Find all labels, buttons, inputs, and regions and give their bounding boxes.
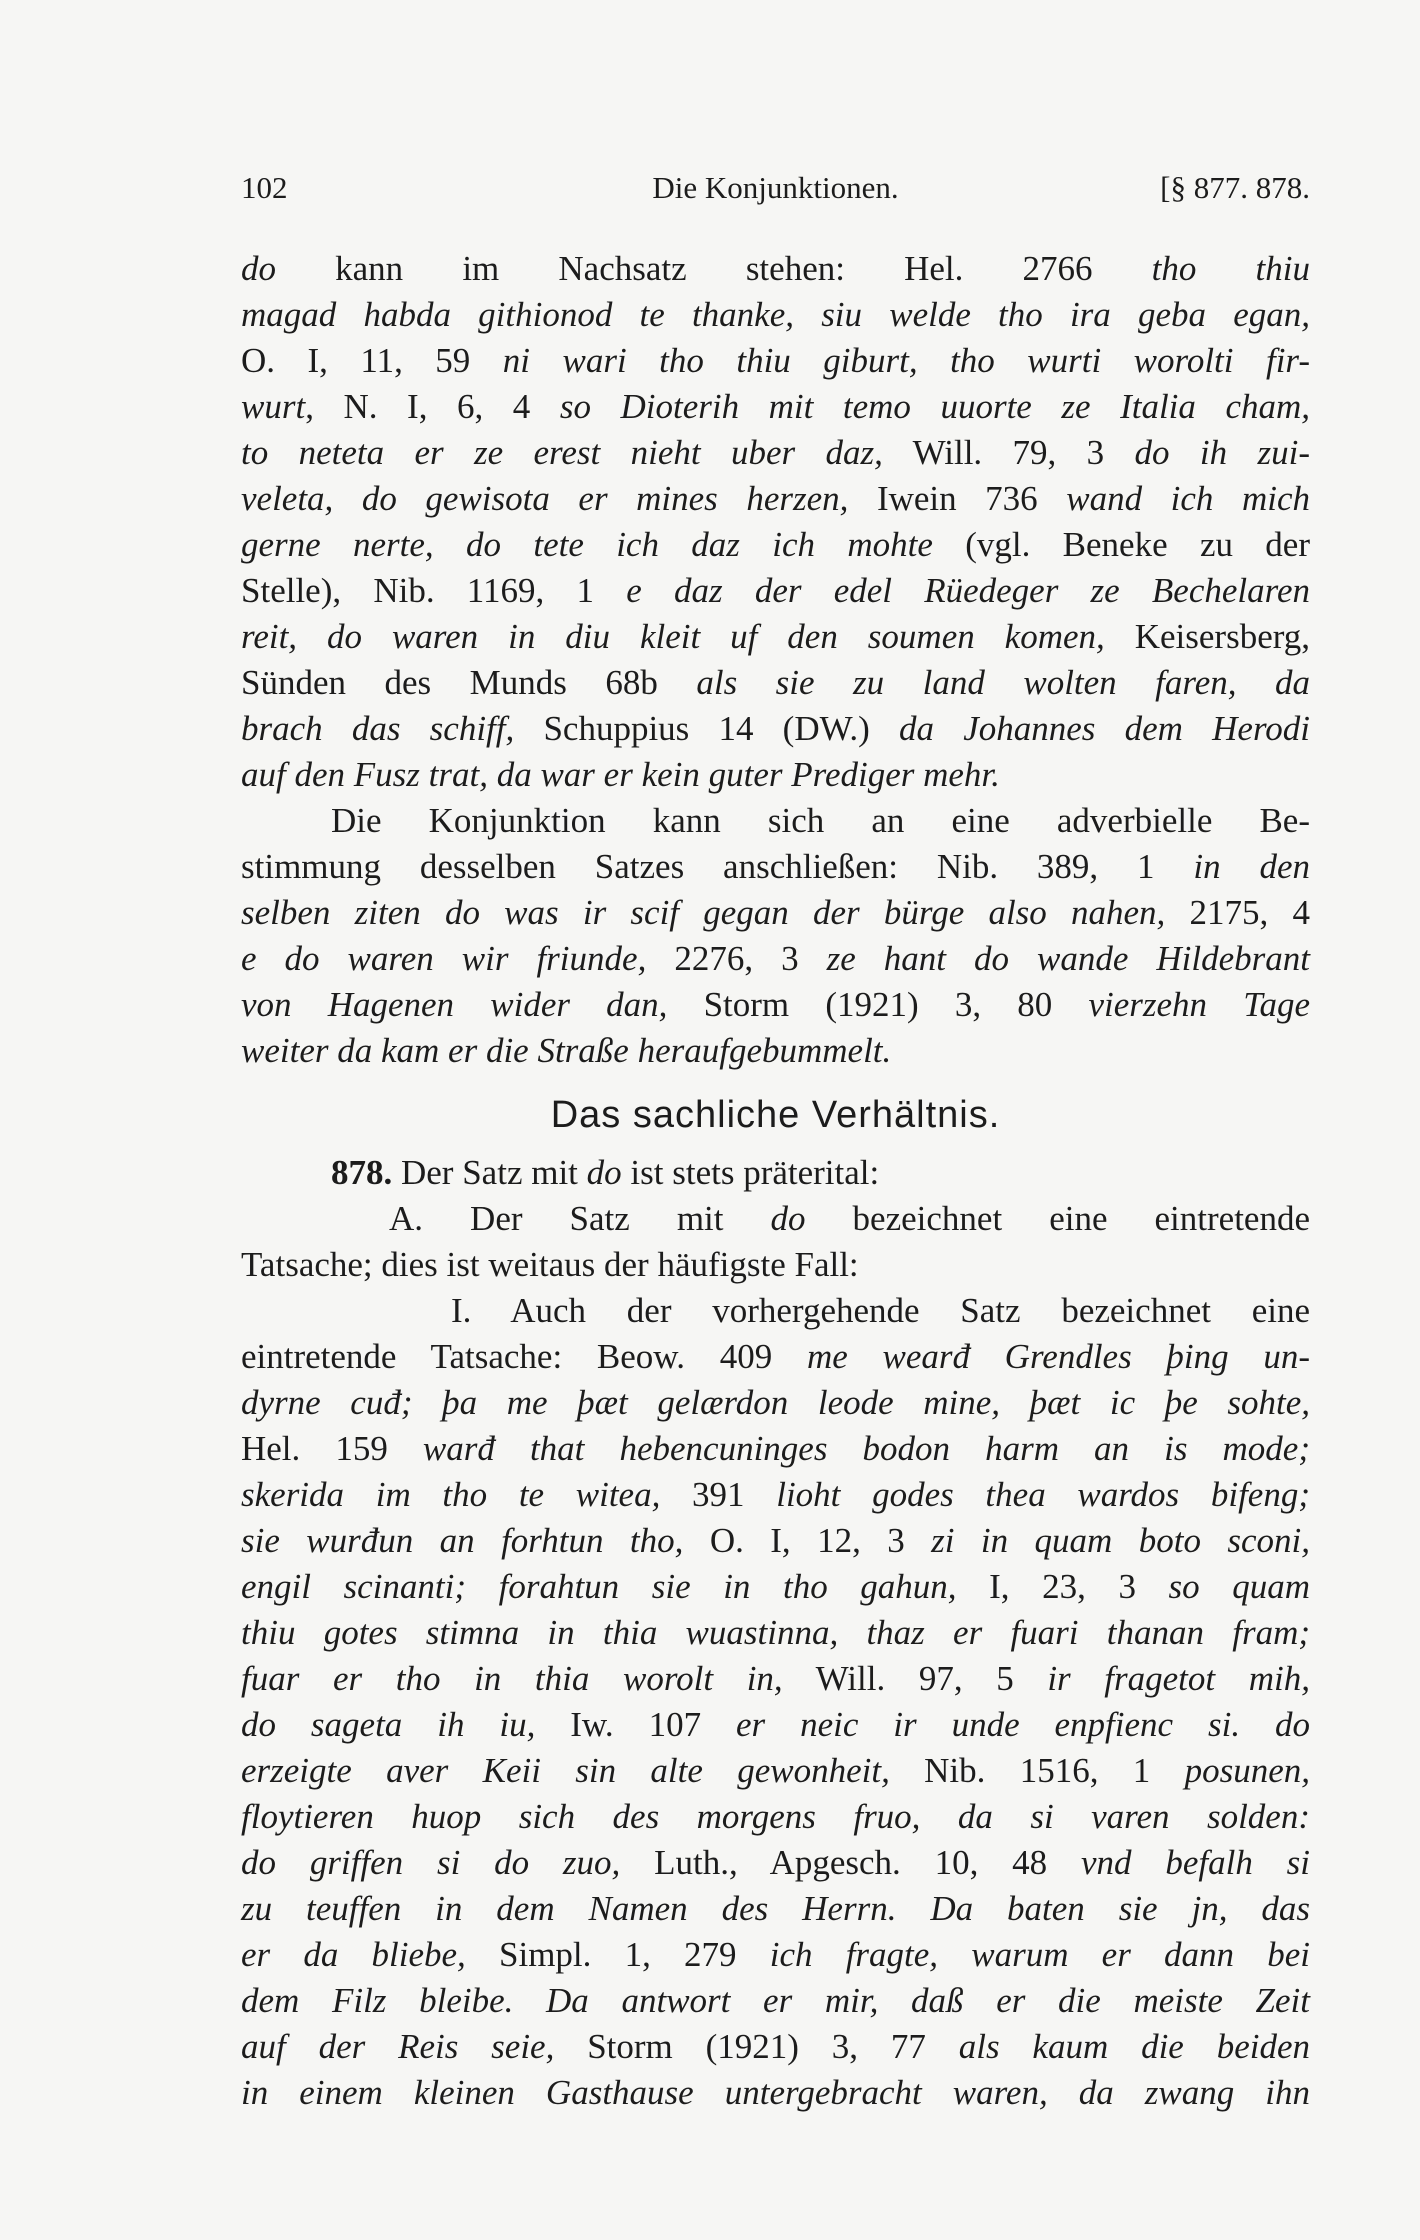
quoted-text: ni wari tho thiu giburt, tho wurti worolti fir- <box>502 341 1311 380</box>
paragraph-878 <box>241 1150 1310 2116</box>
quoted-text: magad habda githionod te thanke, siu welde tho ira geba egan, <box>241 295 1310 334</box>
body-text: (vgl. Beneke zu der <box>932 525 1311 564</box>
quoted-text: e daz der edel Rüedeger ze Bechelaren <box>626 571 1310 610</box>
quoted-text: gerne nerte, do tete ich daz ich mohte <box>241 525 933 564</box>
text-line <box>241 936 1310 982</box>
text-line <box>241 1840 1310 1886</box>
body-text: 2175, 4 <box>1165 893 1311 932</box>
text-line <box>241 2024 1310 2070</box>
text-line <box>241 1518 1310 1564</box>
text-line <box>241 522 1310 568</box>
text-line <box>241 476 1310 522</box>
quoted-text: thiu gotes stimna in thia wuastinna, thaz er fuari thanan fram; <box>241 1613 1310 1652</box>
quoted-text: erzeigte aver Keii sin alte gewonheit, <box>241 1751 890 1790</box>
body-text: Der Satz mit <box>392 1153 587 1192</box>
body-text: Die Konjunktion kann sich an eine adverbielle Be- <box>331 801 1310 840</box>
body-text: I, 23, 3 <box>956 1567 1169 1606</box>
quoted-text: weiter da kam er die Straße heraufgebummelt. <box>241 1031 892 1070</box>
body-text: Simpl. 1, 279 <box>465 1935 770 1974</box>
quoted-text: er da bliebe, <box>241 1935 466 1974</box>
quoted-text: in den <box>1193 847 1310 886</box>
text-line <box>241 660 1310 706</box>
section-heading: Das sachliche Verhältnis. <box>550 1094 1001 1136</box>
body-text: Stelle), Nib. 1169, 1 <box>241 571 627 610</box>
text-line <box>241 798 1310 844</box>
body-text: A. Der Satz mit <box>389 1199 771 1238</box>
quoted-text: sie wurđun an forhtun tho, <box>241 1521 684 1560</box>
body-text: Iwein 736 <box>848 479 1067 518</box>
quoted-text: e do waren wir friunde, <box>241 939 647 978</box>
text-line <box>241 1426 1310 1472</box>
body-text: Storm (1921) 3, 77 <box>554 2027 959 2066</box>
quoted-text: so quam <box>1168 1567 1310 1606</box>
body-text: bezeichnet eine eintretende <box>805 1199 1310 1238</box>
quoted-text: selben ziten do was ir scif gegan der bürge also nahen, <box>241 893 1166 932</box>
text-line <box>241 430 1310 476</box>
body-text: Will. 97, 5 <box>782 1659 1048 1698</box>
quoted-text: posunen, <box>1184 1751 1310 1790</box>
text-line <box>241 1564 1310 1610</box>
text-line <box>241 1978 1310 2024</box>
text-line <box>241 384 1310 430</box>
quoted-text: dem Filz bleibe. Da antwort er mir, daß er die meiste Zeit <box>241 1981 1310 2020</box>
text-line <box>241 1886 1310 1932</box>
quoted-text: to neteta er ze erest nieht uber daz, <box>241 433 883 472</box>
quoted-text: zi in quam boto sconi, <box>931 1521 1310 1560</box>
text-line <box>241 568 1310 614</box>
quoted-text: warđ that hebencuninges bodon harm an is mode; <box>422 1429 1310 1468</box>
quoted-text: skerida im tho te witea, <box>241 1475 661 1514</box>
running-header <box>241 168 1310 208</box>
quoted-text: ich fragte, warum er dann bei <box>769 1935 1310 1974</box>
body-text: eintretende Tatsache: Beow. 409 <box>241 1337 807 1376</box>
quoted-text: floytieren huop sich des morgens fruo, da si varen solden: <box>241 1797 1310 1836</box>
quoted-text: do <box>586 1153 622 1192</box>
running-title: Die Konjunktionen. <box>652 170 899 205</box>
page-number: 102 <box>241 170 288 205</box>
body-text: , N. I, 6, 4 <box>305 387 560 426</box>
quoted-text: auf den Fusz trat, da war er kein guter Prediger mehr. <box>241 755 1000 794</box>
text-line <box>241 338 1310 384</box>
text-line <box>241 1794 1310 1840</box>
quoted-text: do griffen si do zuo, <box>241 1843 621 1882</box>
quoted-text: reit, do waren in diu kleit uf den soumen komen, <box>241 617 1105 656</box>
text-line <box>241 890 1310 936</box>
body-text: stimmung desselben Satzes anschließen: Nib. 389, 1 <box>241 847 1194 886</box>
quoted-text: engil scinanti; forahtun sie in tho gahun, <box>241 1567 957 1606</box>
text-line <box>241 1196 1310 1242</box>
quoted-text: brach das schiff, <box>241 709 515 748</box>
body-text: O. I, 11, 59 <box>241 341 503 380</box>
quoted-text: auf der Reis seie, <box>241 2027 555 2066</box>
text-line <box>241 1748 1310 1794</box>
body-text: Keisersberg, <box>1104 617 1311 656</box>
body-text: I. Auch der vorhergehende Satz bezeichnet eine <box>451 1291 1310 1330</box>
text-line <box>241 1702 1310 1748</box>
body-text: Iw. 107 <box>535 1705 737 1744</box>
text-line <box>241 1334 1310 1380</box>
quoted-text: vnd befalh si <box>1081 1843 1310 1882</box>
quoted-text: da Johannes dem Herodi <box>899 709 1310 748</box>
section-number: 878. <box>331 1153 393 1192</box>
text-line <box>241 1656 1310 1702</box>
text-line <box>241 1610 1310 1656</box>
quoted-text: ze hant do wande Hildebrant <box>826 939 1311 978</box>
body-text: O. I, 12, 3 <box>683 1521 932 1560</box>
body-text: kann im Nachsatz stehen: Hel. 2766 <box>276 249 1152 288</box>
text-line <box>241 752 1310 798</box>
quoted-text: von Hagenen wider dan, <box>241 985 668 1024</box>
text-line <box>241 1288 1310 1334</box>
paragraph-adverbial <box>241 798 1310 1074</box>
quoted-text: do <box>770 1199 806 1238</box>
quoted-text: ir fragetot mih, <box>1047 1659 1310 1698</box>
quoted-text: lioht godes thea wardos bifeng; <box>776 1475 1310 1514</box>
quoted-text: vierzehn Tage <box>1088 985 1310 1024</box>
body-text: Storm (1921) 3, 80 <box>667 985 1089 1024</box>
body-text: 391 <box>660 1475 777 1514</box>
text-line <box>241 1932 1310 1978</box>
text-line <box>241 1242 1310 1288</box>
text-line <box>241 614 1310 660</box>
text-line <box>241 292 1310 338</box>
body-text: Tatsache; dies ist weitaus der häufigste Fall: <box>241 1245 859 1284</box>
quoted-text: als kaum die beiden <box>958 2027 1310 2066</box>
quoted-text: in einem kleinen Gasthause untergebracht waren, da zwang ihn <box>241 2073 1310 2112</box>
quoted-text: do ih zui- <box>1134 433 1310 472</box>
body-text: 2276, 3 <box>646 939 827 978</box>
text-line <box>241 844 1310 890</box>
quoted-text: veleta, do gewisota er mines herzen, <box>241 479 849 518</box>
quoted-text: do sageta ih iu, <box>241 1705 536 1744</box>
text-line <box>241 2070 1310 2116</box>
text-line <box>241 1150 1310 1196</box>
text-line <box>241 246 1310 292</box>
quoted-text: me wearđ Grendles þing un- <box>806 1337 1310 1376</box>
body-text: ist stets präterital: <box>621 1153 880 1192</box>
quoted-text: wand ich mich <box>1066 479 1310 518</box>
quoted-text: er neic ir unde enpfienc si. do <box>736 1705 1310 1744</box>
text-line <box>241 982 1310 1028</box>
text-line <box>241 1028 1310 1074</box>
body-text: Hel. 159 <box>241 1429 423 1468</box>
body-text: Luth., Apgesch. 10, 48 <box>620 1843 1081 1882</box>
body-text: Nib. 1516, 1 <box>889 1751 1185 1790</box>
quoted-text: wurt <box>241 387 306 426</box>
body-text: Schuppius 14 (DW.) <box>514 709 900 748</box>
text-line <box>241 1380 1310 1426</box>
text-line <box>241 706 1310 752</box>
quoted-text: so Dioterih mit temo uuorte ze Italia cham, <box>559 387 1310 426</box>
paragraph-continuation <box>241 246 1310 798</box>
quoted-text: zu teuffen in dem Namen des Herrn. Da baten sie jn, das <box>241 1889 1310 1928</box>
quoted-text: tho thiu <box>1151 249 1310 288</box>
quoted-text: fuar er tho in thia worolt in, <box>241 1659 783 1698</box>
quoted-text: als sie zu land wolten faren, da <box>696 663 1310 702</box>
section-reference: [§ 877. 878. <box>1160 170 1310 205</box>
text-line <box>241 1472 1310 1518</box>
body-text: Will. 79, 3 <box>882 433 1135 472</box>
body-text: Sünden des Munds 68b <box>241 663 697 702</box>
quoted-text: dyrne cuđ; þa me þæt gelærdon leode mine, þæt ic þe sohte, <box>241 1383 1310 1422</box>
quoted-text: do <box>241 249 276 288</box>
